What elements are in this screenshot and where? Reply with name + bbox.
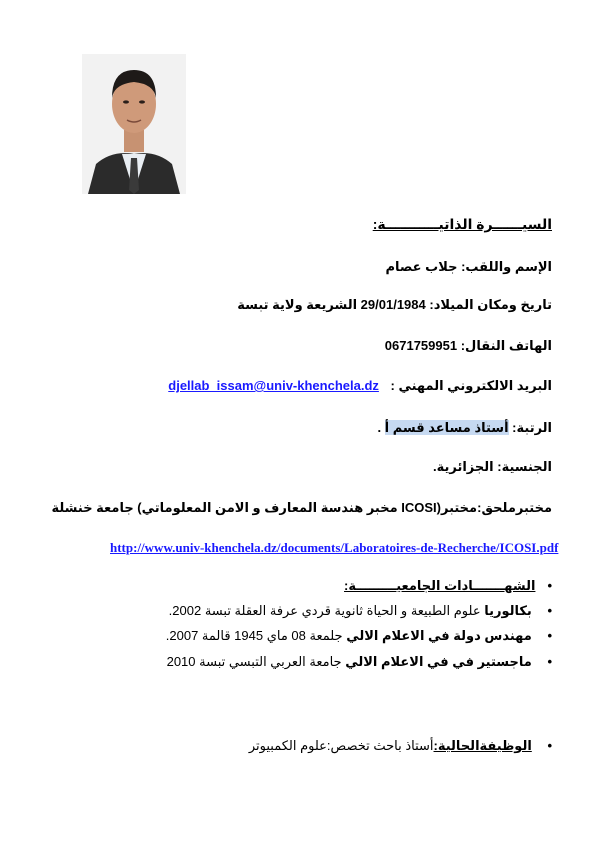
rank-value: أستاذ مساعد قسم أ <box>384 420 509 435</box>
lab-label: مختبرملحق: <box>477 500 552 515</box>
job-label: الوظيفةالحالية: <box>433 738 532 753</box>
degree-item <box>167 654 552 670</box>
phone-row <box>385 338 552 354</box>
nationality-value: الجزائرية. <box>433 459 494 474</box>
lab-url-link[interactable]: http://www.univ-khenchela.dz/documents/Laboratoires-de-Recherche/ICOSI.pdf <box>110 540 559 555</box>
name-label: الإسم واللقب: <box>461 259 552 274</box>
degree-title: مهندس دولة في الاعلام الالي <box>346 628 532 643</box>
phone-value: 0671759951 <box>384 338 458 353</box>
nationality-label: الجنسية: <box>497 459 552 474</box>
email-row <box>168 378 552 394</box>
degrees-heading: • الشهـــــــادات الجامعيـــــــــة: <box>344 578 552 594</box>
birth-row <box>237 297 552 313</box>
birth-label: تاريخ ومكان الميلاد: <box>429 297 552 312</box>
degree-item <box>169 603 552 619</box>
portrait-image <box>82 54 186 194</box>
email-link[interactable]: djellab_issam@univ-khenchela.dz <box>168 378 379 393</box>
degree-item <box>166 628 552 644</box>
birth-value: 29/01/1984 الشريعة ولاية تبسة <box>237 297 426 312</box>
job-value: أستاذ باحث تخصص:علوم الكمبيوتر <box>248 738 434 753</box>
lab-row <box>51 500 552 516</box>
email-label: البريد الالكتروني المهني : <box>390 378 552 393</box>
nationality-row <box>433 459 552 475</box>
name-value: جلاب عصام <box>385 259 458 274</box>
rank-label: الرتبة: <box>512 420 552 435</box>
phone-label: الهاتف النقال: <box>460 338 552 353</box>
degree-detail: جلمعة 08 ماي 1945 قالمة 2007. <box>165 628 347 643</box>
degree-title: ماجستير في في الاعلام الالي <box>345 654 532 669</box>
degree-detail: علوم الطبيعة و الحياة ثانوية قردي عرفة العقلة تبسة 2002. <box>168 603 485 618</box>
rank-end: . <box>377 420 385 435</box>
degree-title: بكالوريا <box>484 603 532 618</box>
cv-title: السيــــــرة الذاتيـــــــــــة: <box>372 216 552 232</box>
profile-photo <box>82 54 186 194</box>
name-row <box>385 259 552 275</box>
lab-value: مختبر(ICOSI مخبر هندسة المعارف و الامن المعلوماتي) جامعة خنشلة <box>51 500 478 515</box>
degree-detail: جامعة العربي التبسي تبسة 2010 <box>166 654 346 669</box>
current-job-row <box>249 738 552 754</box>
rank-row <box>377 420 552 436</box>
